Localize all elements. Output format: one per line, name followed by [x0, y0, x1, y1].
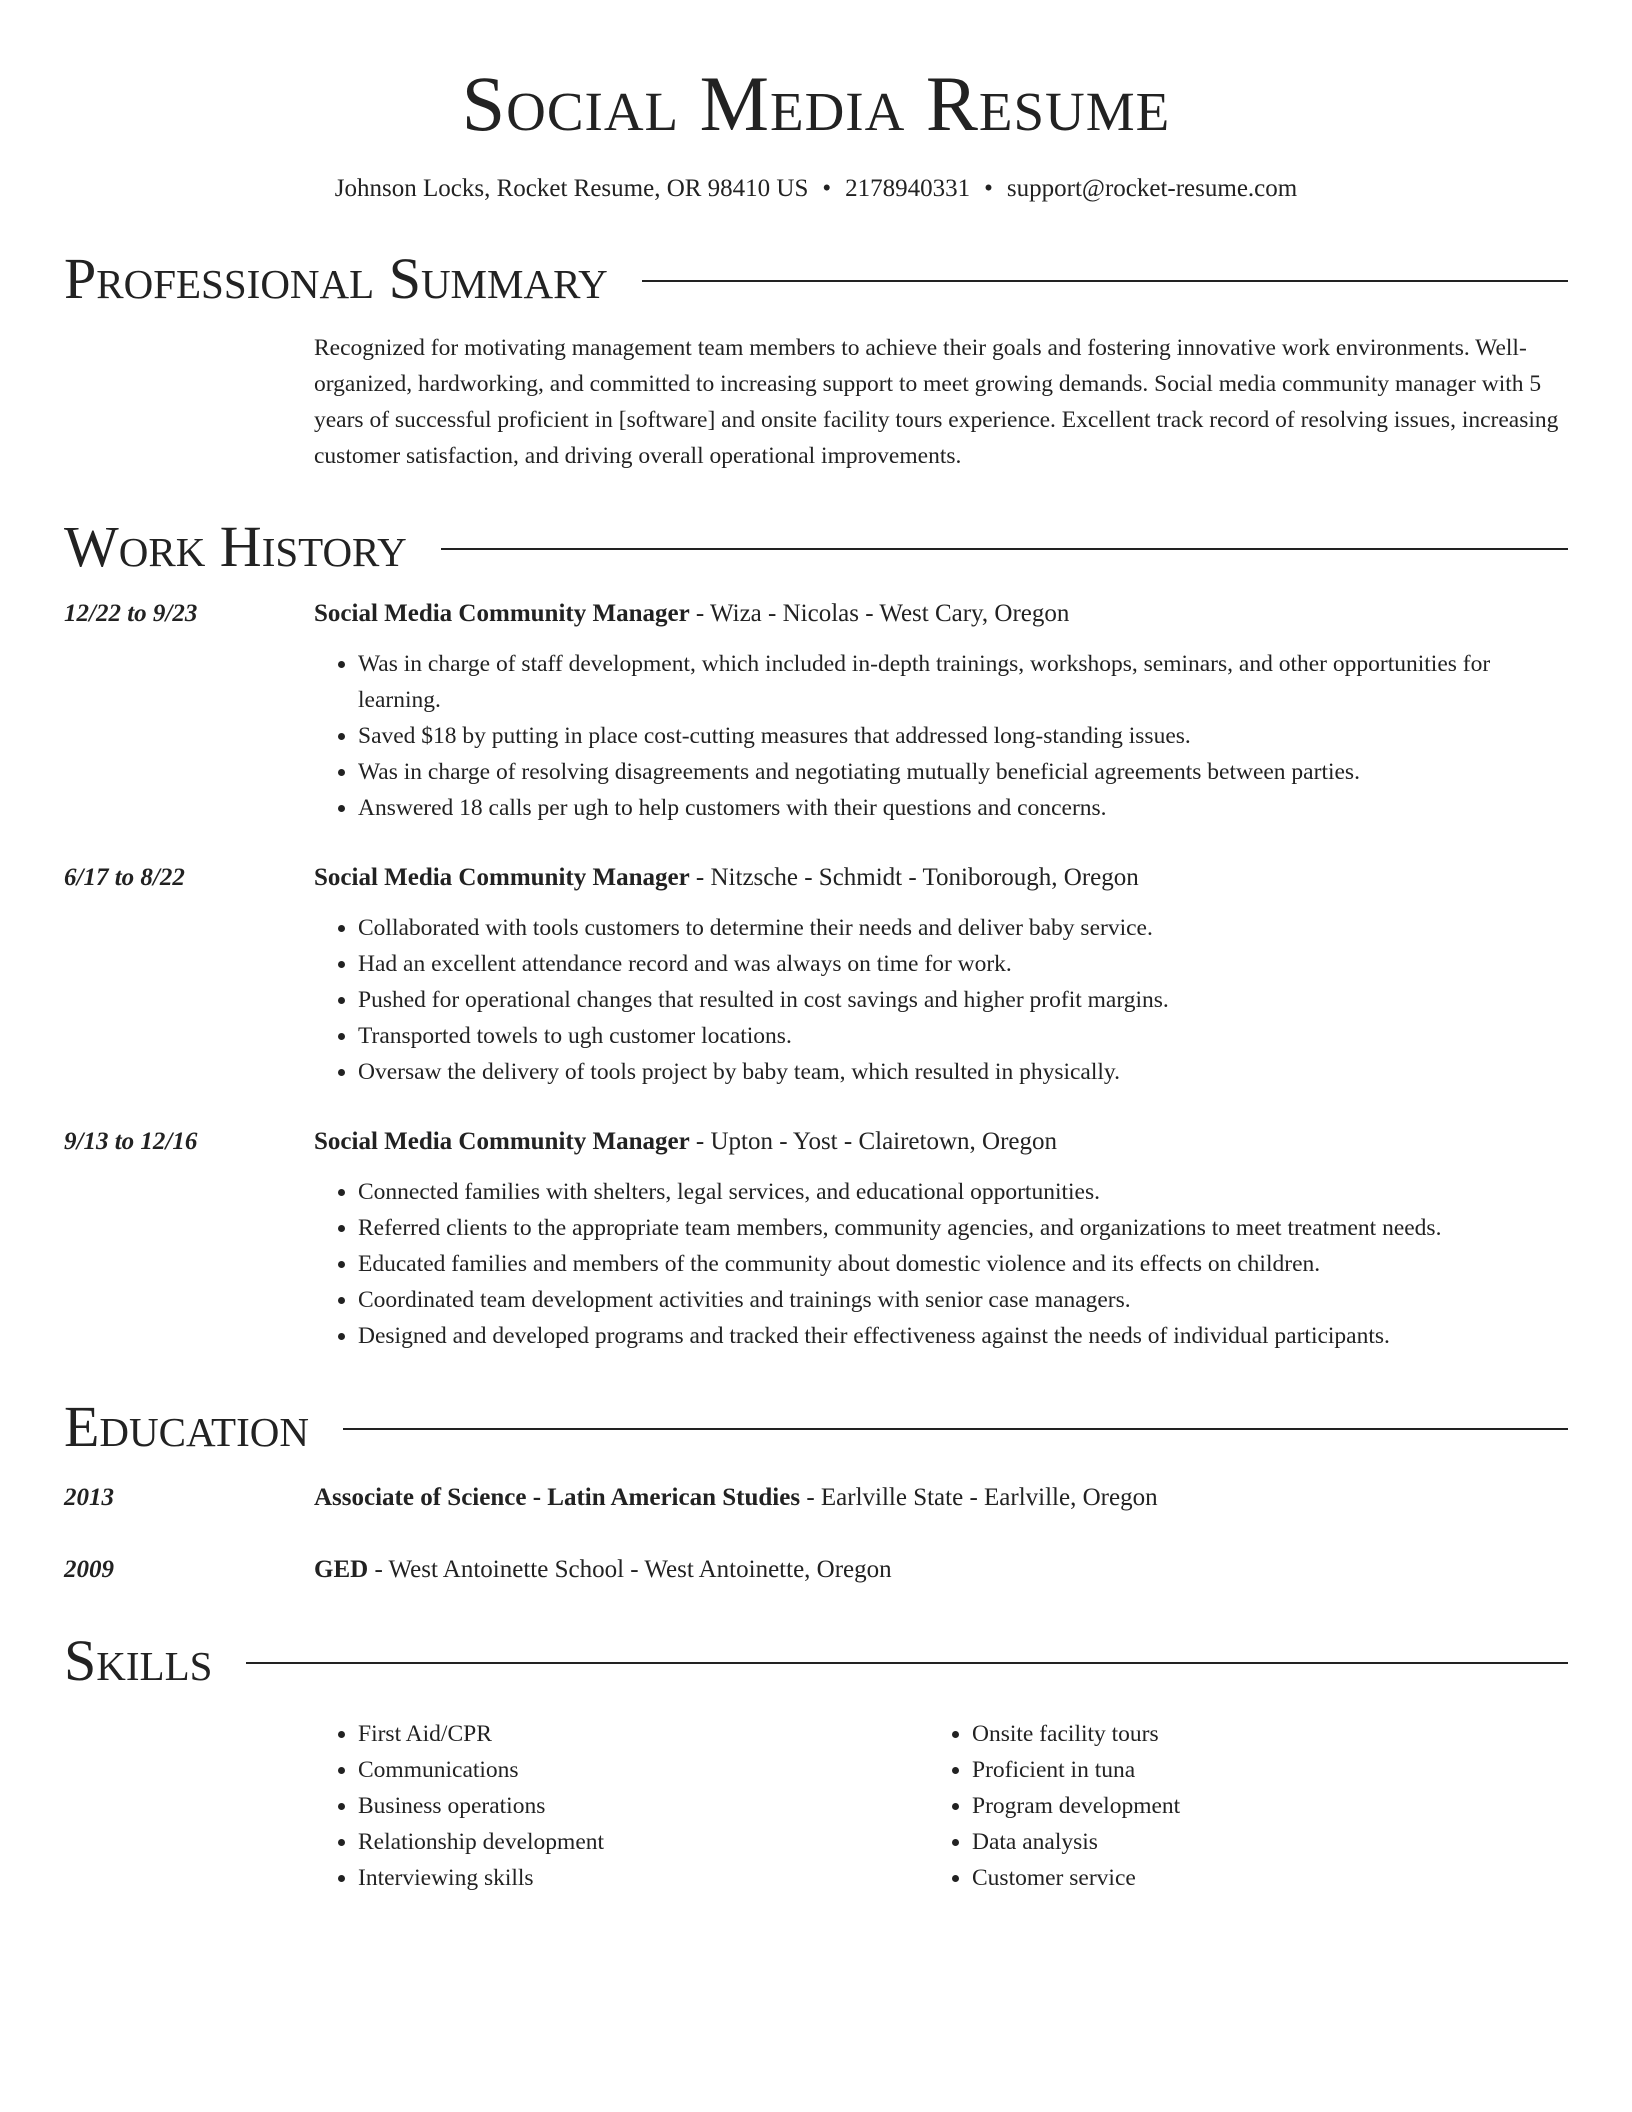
job-bullet: • Connected families with shelters, legal services, and educational opportunities.	[358, 1174, 1568, 1210]
skill-item: • Customer service	[972, 1860, 1542, 1896]
contact-separator: •	[984, 175, 993, 202]
job-bullets	[314, 910, 1568, 1090]
skill-item: • Relationship development	[358, 1824, 928, 1860]
work-heading: Work History	[64, 514, 407, 579]
skill-item: • Proficient in tuna	[972, 1752, 1542, 1788]
job-bullet: • Educated families and members of the community about domestic violence and its effects on children.	[358, 1246, 1568, 1282]
contact-line	[64, 172, 1568, 206]
job-dates: 6/17 to 8/22	[64, 864, 185, 891]
job-bullet: • Answered 18 calls per ugh to help customers with their questions and concerns.	[358, 790, 1568, 826]
education-heading-line	[314, 1480, 1158, 1516]
skills-section-header	[64, 1628, 1568, 1694]
job-title: Social Media Community Manager	[314, 1128, 690, 1155]
job-bullets	[314, 1174, 1568, 1354]
education-details: - West Antoinette School - West Antoinette, Oregon	[368, 1556, 892, 1583]
skill-item: • Data analysis	[972, 1824, 1542, 1860]
summary-text: Recognized for motivating management team members to achieve their goals and fostering innovative work environments. Well-organized, hardworking, and committed to increasing support to meet growing demands. Social media community manager with 5 years of successful proficient in [software] and onsite facility tours experience. Excellent track record of resolving issues, increasing customer satisfaction, and driving overall operational improvements.	[314, 335, 1559, 469]
job-bullets	[314, 646, 1568, 826]
skill-item: • Program development	[972, 1788, 1542, 1824]
contact-email: support@rocket-resume.com	[1006, 175, 1298, 202]
section-divider	[441, 548, 1568, 550]
job-bullet: • Oversaw the delivery of tools project by baby team, which resulted in physically.	[358, 1054, 1568, 1090]
skill-item: • Onsite facility tours	[972, 1716, 1542, 1752]
education-year: 2013	[64, 1484, 114, 1511]
skill-item: • Interviewing skills	[358, 1860, 928, 1896]
summary-section-header	[64, 246, 1568, 312]
job-title: Social Media Community Manager	[314, 864, 690, 891]
education-year: 2009	[64, 1556, 114, 1583]
job-bullet: • Coordinated team development activities and trainings with senior case managers.	[358, 1282, 1568, 1318]
section-divider	[343, 1428, 1568, 1430]
job-heading	[314, 1124, 1568, 1160]
contact-address: Johnson Locks, Rocket Resume, OR 98410 US	[334, 175, 809, 202]
job-details: - Upton - Yost - Clairetown, Oregon	[689, 1128, 1058, 1155]
education-heading-line	[314, 1552, 892, 1588]
resume-title: Social Media Resume	[461, 60, 1171, 147]
skills-list	[314, 1716, 1568, 1896]
job-bullet: • Referred clients to the appropriate team members, community agencies, and organizations to meet treatment needs.	[358, 1210, 1568, 1246]
job-bullet: • Saved $18 by putting in place cost-cutting measures that addressed long-standing issues.	[358, 718, 1568, 754]
job-bullet: • Was in charge of staff development, which included in-depth trainings, workshops, seminars, and other opportunities for learning.	[358, 646, 1568, 718]
section-divider	[642, 280, 1568, 282]
skills-column-left	[314, 1716, 928, 1896]
job-entry	[64, 860, 1568, 1090]
education-section-header	[64, 1394, 1568, 1460]
section-divider	[246, 1662, 1568, 1664]
education-degree: Associate of Science - Latin American Studies	[314, 1484, 801, 1511]
job-heading	[314, 596, 1568, 632]
education-details: - Earlville State - Earlville, Oregon	[800, 1484, 1158, 1511]
skill-item: • Business operations	[358, 1788, 928, 1824]
job-entry	[64, 596, 1568, 826]
job-bullet: • Transported towels to ugh customer locations.	[358, 1018, 1568, 1054]
contact-phone: 2178940331	[845, 175, 971, 202]
job-heading	[314, 860, 1568, 896]
job-dates: 12/22 to 9/23	[64, 600, 198, 627]
job-bullet: • Was in charge of resolving disagreements and negotiating mutually beneficial agreements between parties.	[358, 754, 1568, 790]
education-entry	[64, 1480, 1568, 1516]
job-title: Social Media Community Manager	[314, 600, 690, 627]
contact-separator: •	[822, 175, 832, 202]
skills-column-right	[928, 1716, 1542, 1896]
skill-item: • First Aid/CPR	[358, 1716, 928, 1752]
job-bullet: • Collaborated with tools customers to determine their needs and deliver baby service.	[358, 910, 1568, 946]
skills-heading: Skills	[64, 1628, 213, 1693]
job-bullet: • Pushed for operational changes that resulted in cost savings and higher profit margins.	[358, 982, 1568, 1018]
skill-item: • Communications	[358, 1752, 928, 1788]
job-details: - Wiza - Nicolas - West Cary, Oregon	[689, 600, 1070, 627]
job-dates: 9/13 to 12/16	[64, 1128, 198, 1155]
job-bullet: • Had an excellent attendance record and was always on time for work.	[358, 946, 1568, 982]
education-degree: GED	[314, 1556, 369, 1583]
summary-heading: Professional Summary	[64, 246, 608, 311]
work-section-header	[64, 514, 1568, 580]
job-entry	[64, 1124, 1568, 1354]
education-heading: Education	[64, 1394, 309, 1459]
job-details: - Nitzsche - Schmidt - Toniborough, Oregon	[689, 864, 1139, 891]
education-entry	[64, 1552, 1568, 1588]
job-bullet: • Designed and developed programs and tracked their effectiveness against the needs of individual participants.	[358, 1318, 1568, 1354]
